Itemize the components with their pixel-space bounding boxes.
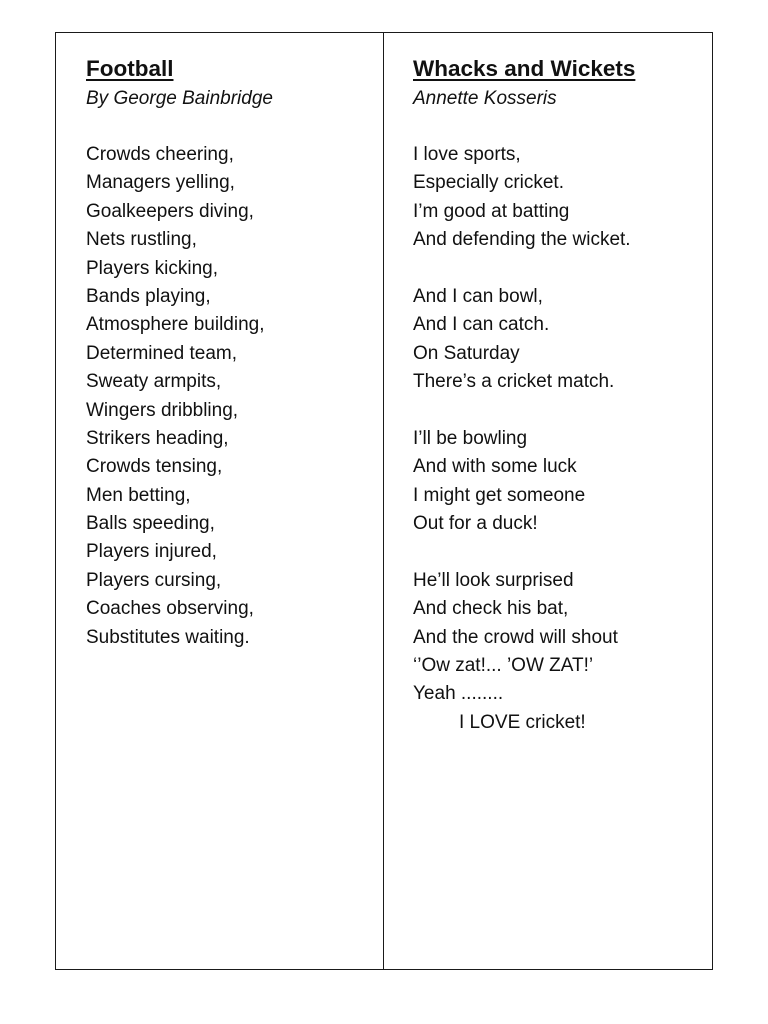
poem-line: There’s a cricket match.	[413, 371, 615, 393]
poem-table	[55, 32, 713, 970]
poem-line: And I can catch.	[413, 314, 550, 336]
poem-line: I might get someone	[413, 484, 586, 506]
poem-body	[86, 141, 383, 652]
poem-line: I’ll be bowling	[413, 427, 528, 449]
poem-line: Especially cricket.	[413, 172, 564, 194]
poem-body	[413, 141, 712, 737]
poem-line: Nets rustling,	[86, 229, 197, 251]
poem-author: By George Bainbridge	[86, 88, 273, 109]
poem-line: And with some luck	[413, 456, 577, 478]
stanza-break	[413, 255, 712, 283]
poem-line: Balls speeding,	[86, 513, 215, 535]
poem-line: And defending the wicket.	[413, 229, 631, 251]
poem-line: Managers yelling,	[86, 172, 235, 194]
poem-line: Bands playing,	[86, 285, 211, 307]
poem-line: Out for a duck!	[413, 513, 538, 535]
poem-line: He’ll look surprised	[413, 569, 574, 591]
stanza-break	[413, 397, 712, 425]
poem-column-whacks-and-wickets	[384, 33, 712, 969]
poem-author: Annette Kosseris	[413, 88, 557, 109]
poem-column-football	[56, 33, 384, 969]
stanza-break	[413, 538, 712, 566]
poem-line: And the crowd will shout	[413, 626, 618, 648]
poem-title: Football	[86, 56, 174, 81]
poem-title: Whacks and Wickets	[413, 56, 636, 81]
poem-line: Determined team,	[86, 342, 238, 364]
poem-line: Yeah ........	[413, 683, 504, 705]
poem-line: And check his bat,	[413, 598, 569, 620]
poem-line: Substitutes waiting.	[86, 626, 250, 648]
poem-line: Goalkeepers diving,	[86, 200, 254, 222]
poem-line: Coaches observing,	[86, 598, 254, 620]
poem-line: Atmosphere building,	[86, 314, 265, 336]
poem-line: On Saturday	[413, 342, 520, 364]
poem-line: Players cursing,	[86, 569, 222, 591]
poem-line: Players injured,	[86, 541, 217, 563]
poem-line: I love sports,	[413, 144, 521, 165]
poem-line: Wingers dribbling,	[86, 399, 239, 421]
poem-line: Sweaty armpits,	[86, 371, 222, 393]
poem-line: And I can bowl,	[413, 285, 543, 307]
poem-line: Men betting,	[86, 484, 191, 506]
poem-line: I’m good at batting	[413, 200, 570, 222]
poem-line: Strikers heading,	[86, 427, 229, 449]
poem-line: Crowds cheering,	[86, 144, 234, 165]
poem-line: Players kicking,	[86, 257, 218, 279]
poem-line: Crowds tensing,	[86, 456, 223, 478]
poem-line: ‘’Ow zat!... ’OW ZAT!’	[413, 655, 594, 677]
poem-closing-line: I LOVE cricket!	[459, 711, 586, 733]
